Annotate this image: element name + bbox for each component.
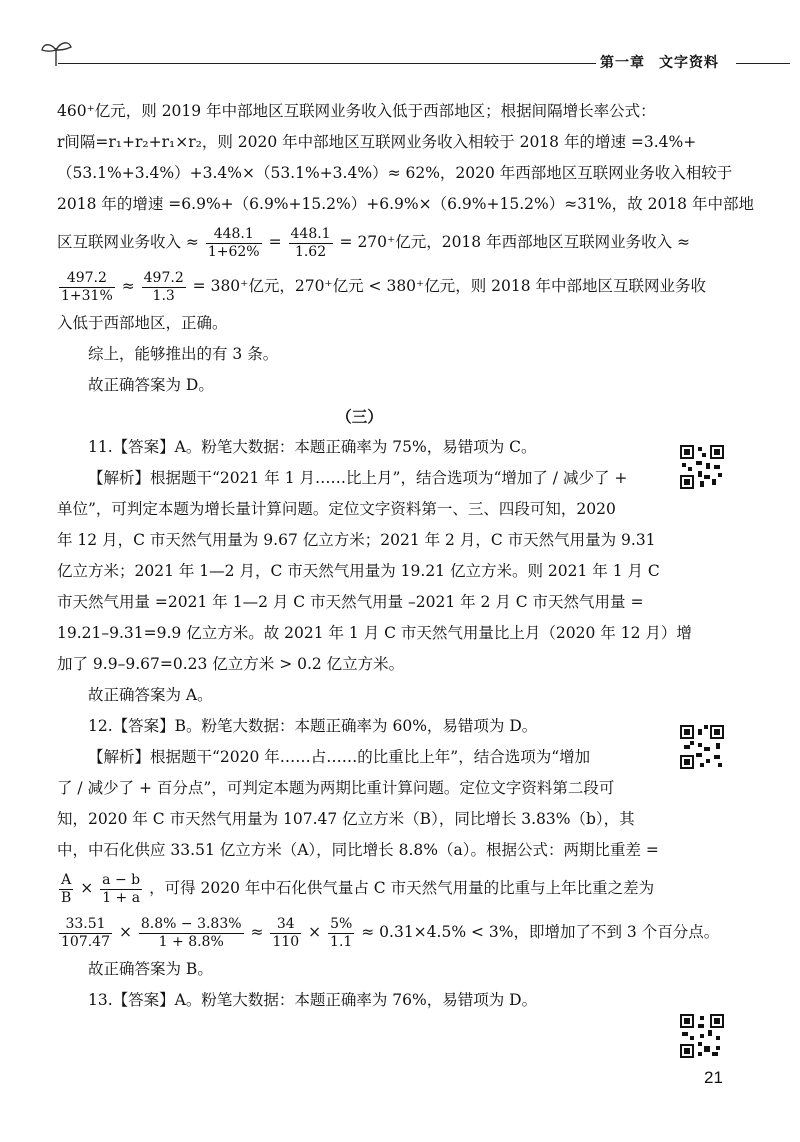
fraction <box>289 226 333 261</box>
fraction <box>142 270 186 305</box>
formula-line <box>57 866 662 910</box>
section-label: 文字资料 <box>659 55 719 71</box>
text-line: 19.21–9.31=9.9 亿立方米。故 2021 年 1 月 C 市天然气用量比上月（2020 年 12 月）增 <box>57 624 692 642</box>
operator: × <box>118 923 132 941</box>
page-header <box>40 38 790 74</box>
text-fragment: ，可得 2020 年中石化供气量占 C 市天然气用量的比重与上年比重之差为 <box>149 879 655 897</box>
text-line: 加了 9.9–9.67=0.23 亿立方米 > 0.2 亿立方米。 <box>57 655 405 673</box>
text-line: 【解析】根据题干“2020 年……占……的比重比上年”，结合选项为“增加 <box>88 748 591 766</box>
fraction <box>139 916 244 951</box>
text-line: 单位”，可判定本题为增长量计算问题。定位文字资料第一、三、四段可知，2020 <box>57 500 616 518</box>
text-line: 市天然气用量 =2021 年 1—2 月 C 市天然气用量 –2021 年 2 月 C 市天然气用量 = <box>57 593 644 611</box>
operator: = <box>268 233 282 251</box>
operator: ≈ <box>250 923 264 941</box>
document-body <box>57 96 754 1016</box>
numerator: 448.1 <box>290 225 331 242</box>
text-line: 年 12 月，C 市天然气用量为 9.67 亿立方米；2021 年 2 月，C 市天然气用量为 9.31 <box>57 531 656 549</box>
denominator: 1.62 <box>294 243 327 260</box>
text-fragment: = 380⁺亿元，270⁺亿元 < 380⁺亿元，则 2018 年中部地区互联网业务收 <box>192 277 707 295</box>
numerator: 33.51 <box>59 916 112 934</box>
denominator: B <box>61 889 72 906</box>
operator: × <box>308 923 322 941</box>
page-number: 21 <box>704 1068 723 1087</box>
answer-line: 13.【答案】A。粉笔大数据：本题正确率为 76%，易错项为 D。 <box>88 991 538 1009</box>
fraction <box>206 226 262 261</box>
text-line: 故正确答案为 A。 <box>88 686 213 704</box>
qr-code-icon[interactable] <box>678 723 726 771</box>
text-line: r间隔=r₁+r₂+r₁×r₂，则 2020 年中部地区互联网业务收入相较于 2018 年的增速 =3.4%+ <box>57 133 697 151</box>
header-rule-right <box>736 63 790 64</box>
numerator: 8.8% − 3.83% <box>140 915 242 932</box>
numerator: A <box>59 872 73 890</box>
text-line: （53.1%+3.4%）+3.4%×（53.1%+3.4%）≈ 62%，2020 年西部地区互联网业务收入相较于 <box>57 164 733 182</box>
fraction <box>59 916 112 951</box>
qr-code-icon[interactable] <box>678 443 726 491</box>
answer-line: 11.【答案】A。粉笔大数据：本题正确率为 75%，易错项为 C。 <box>88 438 537 456</box>
text-line: 知，2020 年 C 市天然气用量为 107.47 亿立方米（B），同比增长 3.83%（b），其 <box>57 810 635 828</box>
text-line: 故正确答案为 D。 <box>88 376 214 394</box>
answer-line: 12.【答案】B。粉笔大数据：本题正确率为 60%，易错项为 D。 <box>88 717 538 735</box>
text-line: 亿立方米；2021 年 1—2 月，C 市天然气用量为 19.21 亿立方米。则 2021 年 1 月 C <box>57 562 660 580</box>
formula-line <box>57 220 691 264</box>
operator: × <box>80 879 94 897</box>
denominator: 1.3 <box>152 287 175 304</box>
fraction <box>59 270 115 305</box>
formula-line <box>57 264 707 308</box>
text-fragment: = 270⁺亿元，2018 年西部地区互联网业务收入 ≈ <box>339 233 691 251</box>
fraction <box>328 916 354 951</box>
qr-code-icon[interactable] <box>678 1012 726 1060</box>
section-heading: （三） <box>336 407 383 426</box>
denominator: 1+62% <box>207 243 260 260</box>
fraction <box>59 872 73 907</box>
numerator: 448.1 <box>206 226 262 244</box>
text-fragment: ≈ 0.31×4.5% < 3%，即增加了不到 3 个百分点。 <box>361 923 720 941</box>
text-line: 故正确答案为 B。 <box>88 960 213 978</box>
text-line: 2018 年的增速 =6.9%+（6.9%+15.2%）+6.9%×（6.9%+15.2%）≈31%，故 2018 年中部地 <box>57 195 754 213</box>
numerator: 497.2 <box>143 269 184 286</box>
chapter-label: 第一章 <box>600 55 645 71</box>
formula-line <box>57 910 720 954</box>
text-line: 中，中石化供应 33.51 亿立方米（A），同比增长 8.8%（a）。根据公式：两期比重差 = <box>57 841 659 859</box>
numerator: 497.2 <box>59 270 115 288</box>
header-rule <box>58 63 613 64</box>
text-line: 入低于西部地区，正确。 <box>57 314 228 332</box>
operator: ≈ <box>121 277 135 295</box>
leaf-logo-icon <box>40 38 80 72</box>
fraction <box>270 916 301 951</box>
denominator: 107.47 <box>61 933 110 950</box>
denominator: 1.1 <box>330 933 353 950</box>
fraction <box>100 872 142 907</box>
numerator: a − b <box>102 871 141 888</box>
numerator: 5% <box>328 916 354 934</box>
text-line: 460⁺亿元，则 2019 年中部地区互联网业务收入低于西部地区；根据间隔增长率公式： <box>57 102 656 120</box>
chapter-title <box>596 52 737 72</box>
denominator: 1 + a <box>102 889 141 906</box>
text-line: 【解析】根据题干“2021 年 1 月……比上月”，结合选项为“增加了 / 减少了 + <box>88 469 628 487</box>
denominator: 1+31% <box>61 287 113 304</box>
denominator: 1 + 8.8% <box>158 933 224 950</box>
text-fragment: 区互联网业务收入 ≈ <box>57 233 199 251</box>
text-line: 了 / 减少了 + 百分点”，可判定本题为两期比重计算问题。定位文字资料第二段可 <box>57 779 615 797</box>
numerator: 34 <box>270 916 301 934</box>
denominator: 110 <box>272 933 300 950</box>
text-line: 综上，能够推出的有 3 条。 <box>88 345 279 363</box>
